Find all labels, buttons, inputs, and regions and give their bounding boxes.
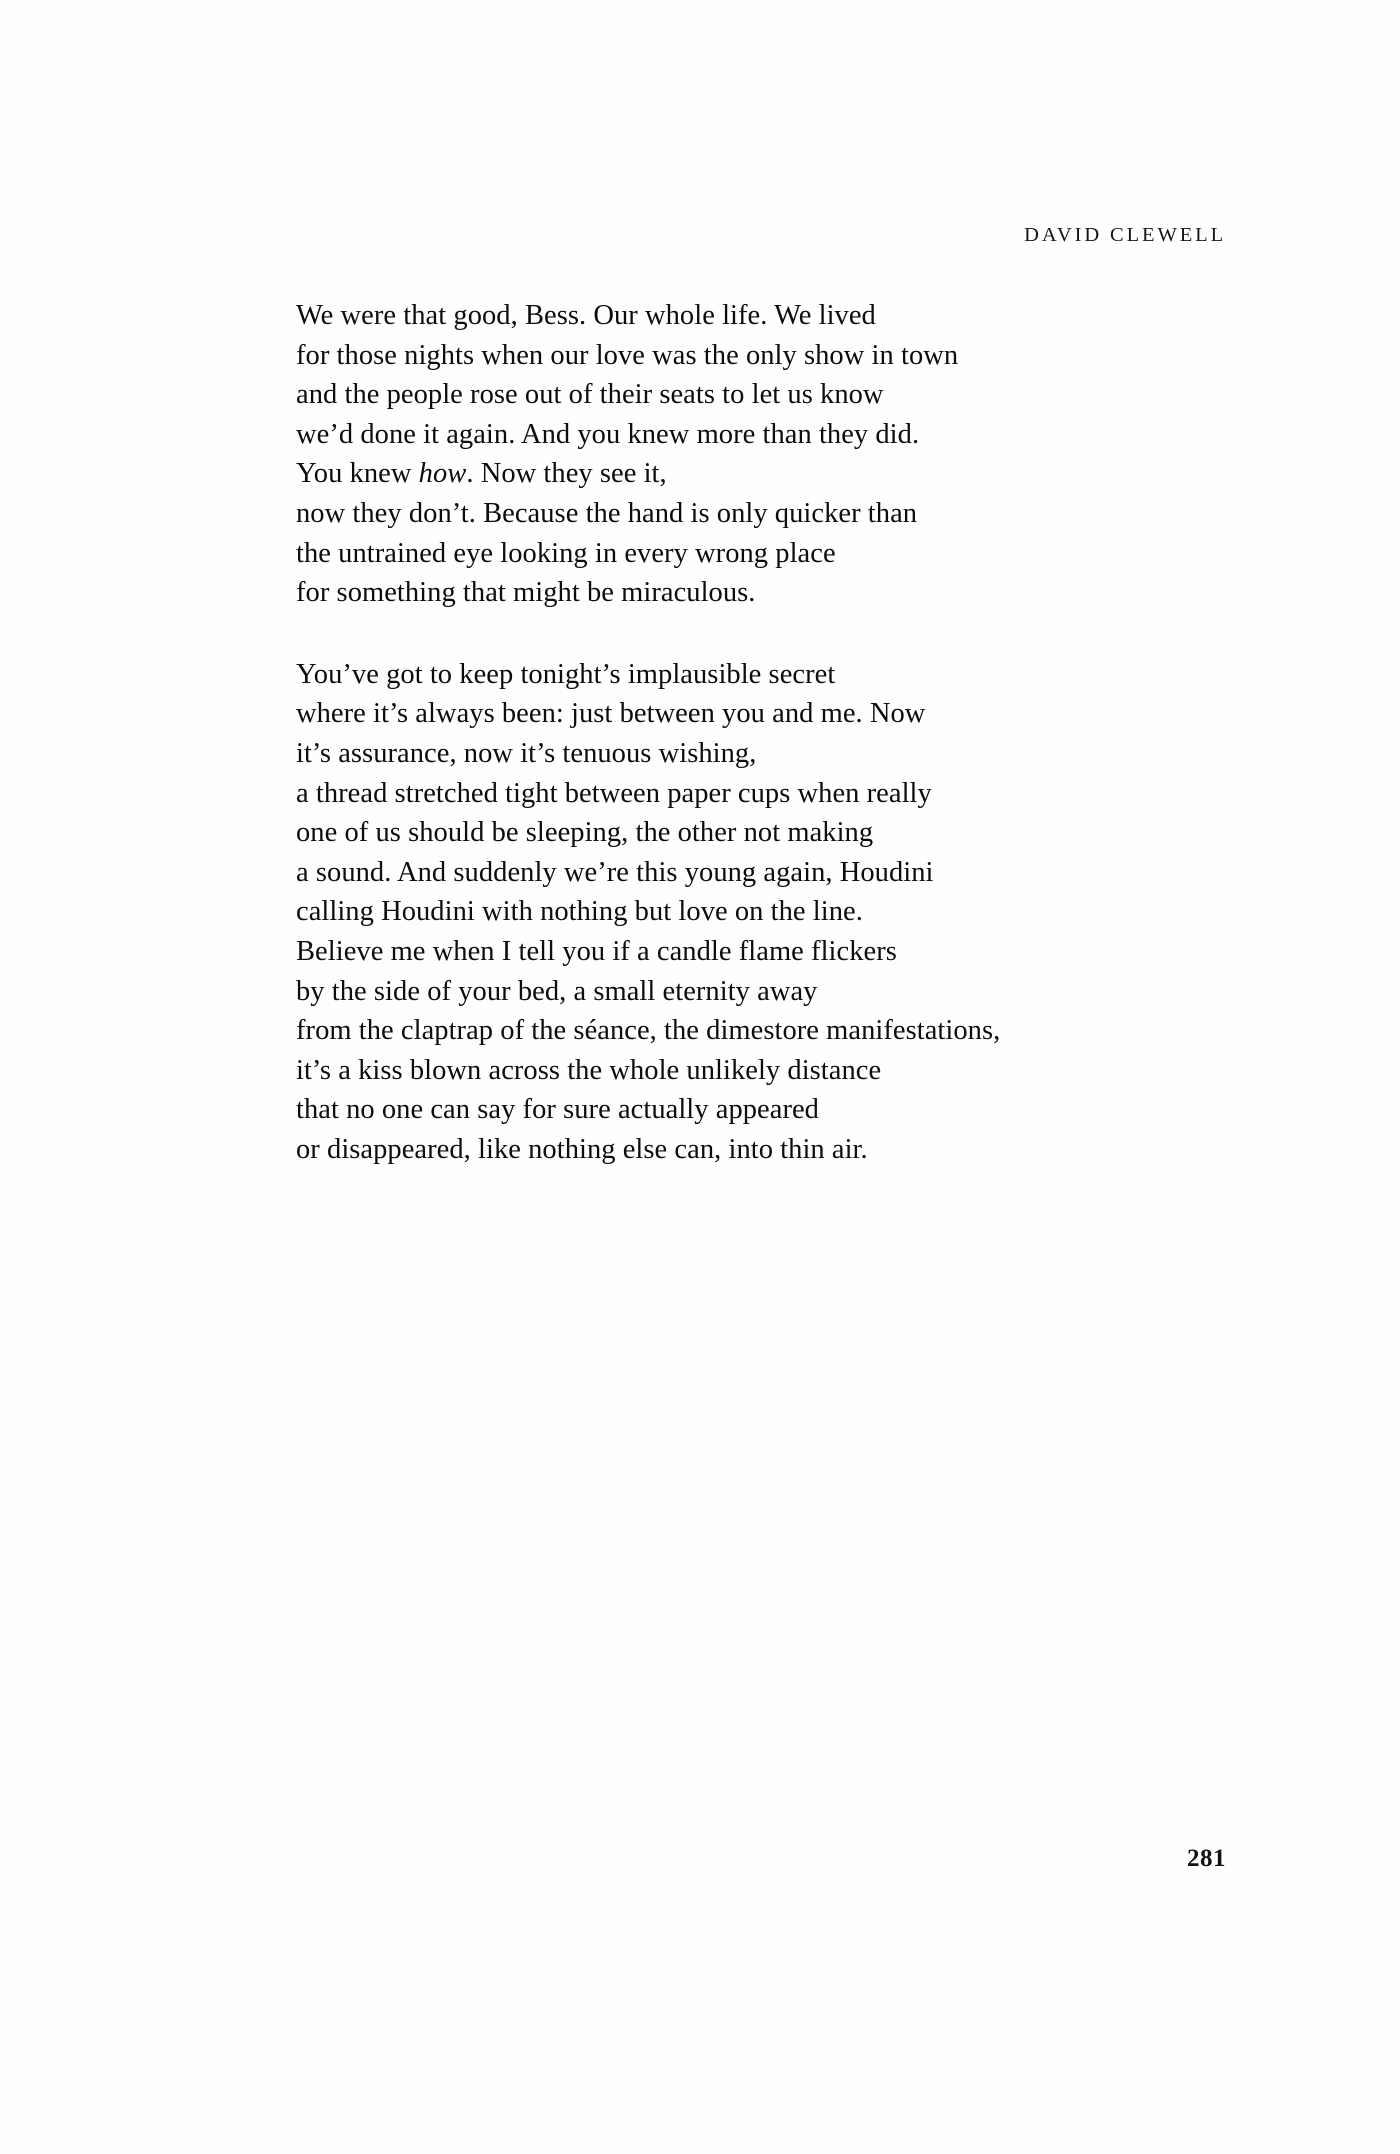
verse-line: by the side of your bed, a small eternity away [296, 975, 818, 1007]
verse-line: We were that good, Bess. Our whole life. We lived [296, 300, 876, 331]
verse-line: and the people rose out of their seats to let us know [296, 379, 884, 411]
poem-body [296, 296, 1256, 1169]
verse-line: calling Houdini with nothing but love on the line. [296, 896, 863, 928]
verse-line: one of us should be sleeping, the other not making [296, 817, 874, 849]
stanza [296, 655, 1256, 1170]
verse-line: a thread stretched tight between paper cups when really [296, 777, 932, 809]
stanza [296, 296, 1256, 613]
verse-line-with-italic: You knew how. Now they see it, [296, 458, 667, 490]
verse-line: we’d done it again. And you knew more than they did. [296, 418, 920, 450]
running-head: DAVID CLEWELL [1024, 224, 1226, 246]
verse-line: or disappeared, like nothing else can, into thin air. [296, 1133, 868, 1165]
verse-line: now they don’t. Because the hand is only quicker than [296, 497, 918, 529]
verse-line: for those nights when our love was the only show in town [296, 339, 959, 371]
verse-line: it’s a kiss blown across the whole unlikely distance [296, 1054, 882, 1086]
verse-line: You’ve got to keep tonight’s implausible secret [296, 658, 836, 690]
verse-line: it’s assurance, now it’s tenuous wishing, [296, 737, 757, 769]
page-number: 281 [1187, 1845, 1226, 1872]
emphasis-word: how [418, 458, 467, 490]
verse-line: a sound. And suddenly we’re this young again, Houdini [296, 856, 934, 888]
verse-line: from the claptrap of the séance, the dimestore manifestations, [296, 1015, 1001, 1047]
verse-line: Believe me when I tell you if a candle flame flickers [296, 935, 897, 967]
verse-line: the untrained eye looking in every wrong place [296, 537, 836, 569]
verse-line: that no one can say for sure actually appeared [296, 1094, 819, 1126]
verse-line: for something that might be miraculous. [296, 577, 756, 609]
verse-line: where it’s always been: just between you and me. Now [296, 698, 926, 730]
